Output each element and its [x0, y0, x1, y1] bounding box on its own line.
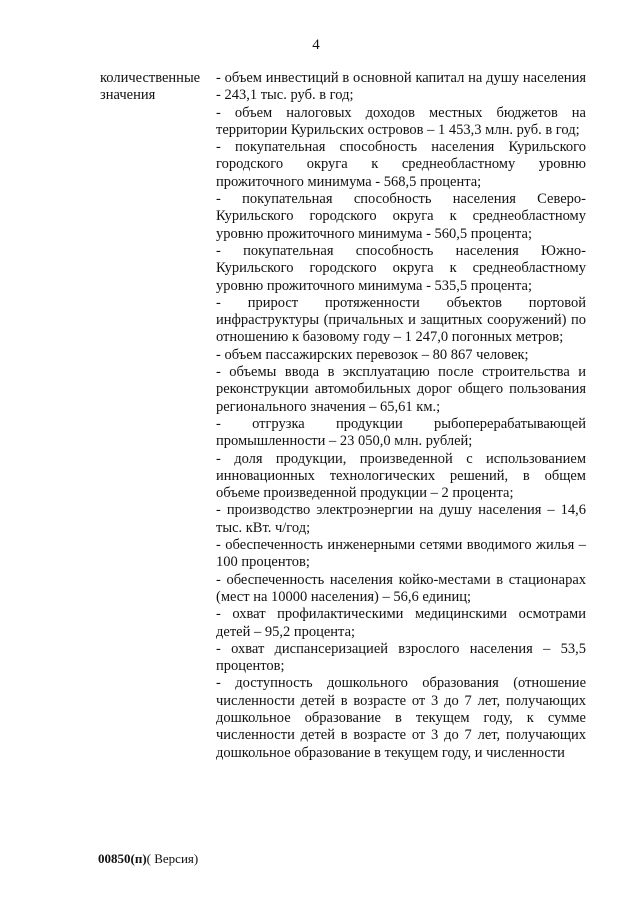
list-item: - покупательная способность населения Курильского городского округа к среднеобластному уровню прожиточного минимума - 568,5 процента; [216, 139, 586, 190]
list-item: - обеспеченность населения койко-местами в стационарах (мест на 10000 населения) – 56,6 единиц; [216, 571, 586, 605]
list-item: - покупательная способность населения Южно-Курильского городского округа к среднеобластному уровню прожиточного минимума - 535,5 процента; [216, 242, 586, 294]
document-footer [98, 851, 198, 867]
list-item: - производство электроэнергии на душу населения – 14,6 тыс. кВт. ч/год; [216, 502, 586, 536]
list-item: - объемы ввода в эксплуатацию после строительства и реконструкции автомобильных дорог общего пользования регионального значения – 65,61 км.; [216, 364, 586, 415]
list-item: - объем инвестиций в основной капитал на душу населения - 243,1 тыс. руб. в год; [216, 70, 586, 104]
list-item: - объем пассажирских перевозок – 80 867 человек; [216, 346, 529, 363]
document-version: ( Версия) [146, 851, 199, 866]
list-item: - охват диспансеризацией взрослого населения – 53,5 процентов; [216, 640, 586, 675]
document-code: 00850(п) [98, 851, 147, 866]
list-item: - покупательная способность населения Северо-Курильского городского округа к среднеобластному уровню прожиточного минимума - 560,5 процента; [216, 191, 586, 242]
list-item: - охват профилактическими медицинскими осмотрами детей – 95,2 процента; [216, 606, 586, 640]
indicator-list [216, 70, 586, 762]
list-item: - отгрузка продукции рыбоперерабатывающей промышленности – 23 050,0 млн. рублей; [216, 415, 586, 450]
row-label: количественные значения [100, 70, 201, 104]
page-number: 4 [312, 37, 320, 53]
list-item: - объем налоговых доходов местных бюджетов на территории Курильских островов – 1 453,3 млн. руб. в год; [216, 104, 586, 138]
list-item: - доля продукции, произведенной с использованием инновационных технологических решений, в общем объеме произведенной продукции – 2 процента; [216, 450, 586, 502]
list-item: - прирост протяженности объектов портовой инфраструктуры (причальных и защитных сооружений) по отношению к базовому году – 1 247,0 погонных метров; [216, 294, 586, 346]
list-item: - обеспеченность инженерными сетями вводимого жилья – 100 процентов; [216, 537, 586, 571]
list-item: - доступность дошкольного образования (отношение численности детей в возрасте от 3 до 7 лет, получающих дошкольное образование в текущем году, к сумме численности детей в возрасте от 3 до 7 лет, получающих дошкольное образование в текущем году, и численности [216, 675, 586, 761]
